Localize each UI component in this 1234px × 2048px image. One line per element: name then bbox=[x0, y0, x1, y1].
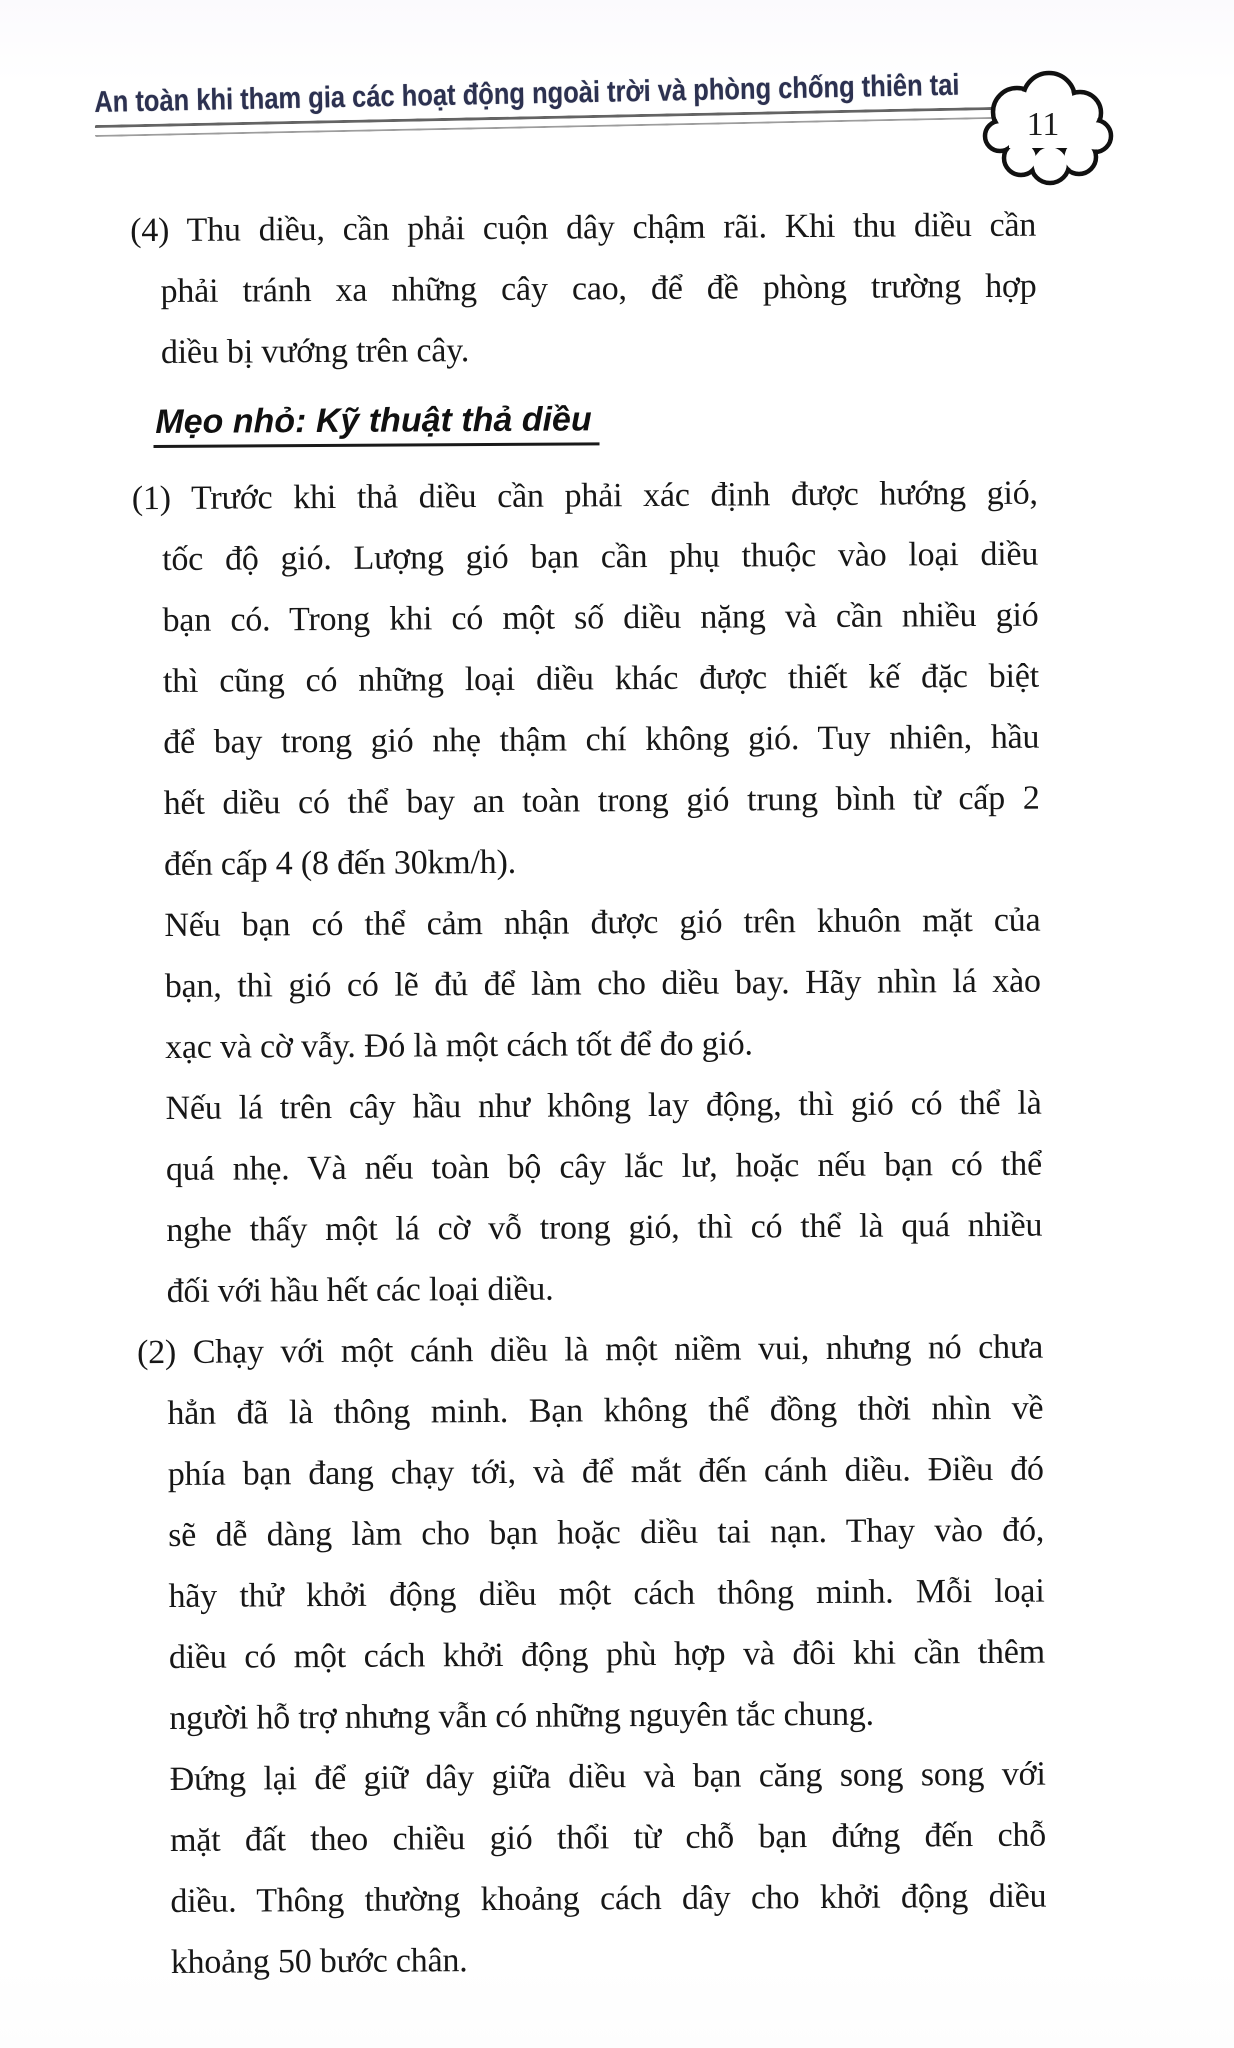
text-line: thì cũng có những loại diều khác được thiết kế đặc biệt bbox=[162, 657, 1040, 700]
paragraph bbox=[131, 463, 1041, 895]
text-line: hết diều có thể bay an toàn trong gió trung bình từ cấp 2 bbox=[163, 779, 1040, 822]
paragraph bbox=[136, 1317, 1046, 1749]
text-line: (2) Chạy với một cánh diều là một niềm vui, nhưng nó chưa bbox=[136, 1328, 1044, 1372]
paragraph bbox=[164, 890, 1041, 1078]
text-line: phía bạn đang chạy tới, và để mắt đến cánh diều. Điều đó bbox=[167, 1450, 1044, 1493]
paragraph bbox=[130, 195, 1037, 383]
text-line: bạn có. Trong khi có một số diều nặng và cần nhiều gió bbox=[162, 596, 1039, 639]
text-line: diều. Thông thường khoảng cách dây cho khởi động diều bbox=[170, 1877, 1047, 1920]
paragraph bbox=[165, 1073, 1042, 1322]
running-head-title: An toàn khi tham gia các hoạt động ngoài trời và phòng chống thiên tai bbox=[93, 68, 960, 120]
page-number: 11 bbox=[1026, 106, 1060, 143]
section-heading: Mẹo nhỏ: Kỹ thuật thả diều bbox=[153, 400, 600, 448]
page-header bbox=[94, 67, 1020, 137]
text-line: để bay trong gió nhẹ thậm chí không gió. Tuy nhiên, hầu bbox=[163, 718, 1040, 761]
text-line: đến cấp 4 (8 đến 30km/h). bbox=[163, 843, 517, 883]
page-content bbox=[130, 195, 1047, 1993]
text-line: hẳn đã là thông minh. Bạn không thể đồng thời nhìn về bbox=[167, 1389, 1044, 1432]
text-line: hãy thử khởi động diều một cách thông minh. Mỗi loại bbox=[168, 1572, 1045, 1615]
text-line: diều có một cách khởi động phù hợp và đôi khi cần thêm bbox=[168, 1633, 1046, 1676]
text-line: bạn, thì gió có lẽ đủ để làm cho diều bay. Hãy nhìn lá xào bbox=[164, 962, 1041, 1005]
text-line: diều bị vướng trên cây. bbox=[160, 332, 470, 371]
text-line: đối với hầu hết các loại diều. bbox=[166, 1270, 554, 1310]
text-line: Đứng lại để giữ dây giữa diều và bạn căng song song với bbox=[169, 1755, 1046, 1798]
text-line: khoảng 50 bước chân. bbox=[170, 1942, 468, 1981]
paragraph bbox=[169, 1744, 1046, 1993]
text-line: xạc và cờ vẫy. Đó là một cách tốt để đo gió. bbox=[165, 1025, 753, 1066]
text-line: (4) Thu diều, cần phải cuộn dây chậm rãi. Khi thu diều cần bbox=[130, 206, 1037, 250]
text-line: phải tránh xa những cây cao, để đề phòng trường hợp bbox=[160, 267, 1037, 310]
text-line: mặt đất theo chiều gió thổi từ chỗ bạn đứng đến chỗ bbox=[169, 1816, 1047, 1859]
text-line: người hỗ trợ nhưng vẫn có những nguyên tắc chung. bbox=[169, 1695, 875, 1737]
tip-heading-row bbox=[155, 378, 1038, 468]
text-line: tốc độ gió. Lượng gió bạn cần phụ thuộc vào loại diều bbox=[162, 535, 1039, 578]
text-line: nghe thấy một lá cờ vỗ trong gió, thì có thể là quá nhiều bbox=[166, 1206, 1043, 1249]
text-line: Nếu bạn có thể cảm nhận được gió trên khuôn mặt của bbox=[164, 901, 1041, 944]
page-number-cloud bbox=[975, 68, 1125, 194]
text-line: quá nhẹ. Và nếu toàn bộ cây lắc lư, hoặc nếu bạn có thể bbox=[165, 1145, 1043, 1188]
text-line: (1) Trước khi thả diều cần phải xác định được hướng gió, bbox=[131, 474, 1038, 518]
text-line: sẽ dễ dàng làm cho bạn hoặc diều tai nạn. Thay vào đó, bbox=[168, 1511, 1045, 1554]
text-line: Nếu lá trên cây hầu như không lay động, thì gió có thể là bbox=[165, 1084, 1042, 1127]
